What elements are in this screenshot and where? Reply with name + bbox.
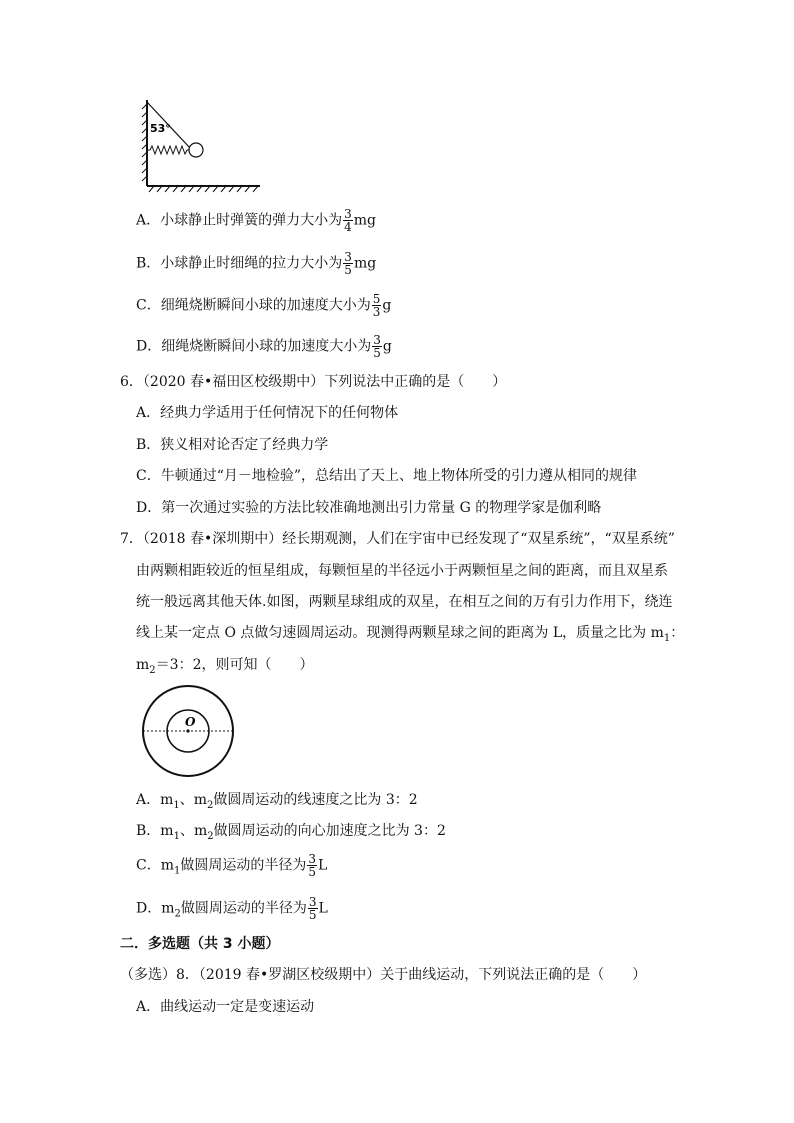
q7-option-b: B．$m_1$、$m_2$做圆周运动的向心加速度之比为 3：2	[136, 823, 446, 842]
angle-label: 53°	[150, 122, 171, 135]
q7-stem-line1: 7．（2018 春•深圳期中）经长期观测，人们在宇宙中已经发现了“双星系统”，“双星系统”	[120, 531, 675, 547]
q7-option-a: A．$m_1$、$m_2$做圆周运动的线速度之比为 3：2	[136, 792, 418, 811]
q7-option-c: C．$m_1$做圆周运动的半径为 $\frac{3}{5}$ L	[136, 852, 328, 879]
q8-stem: （多选）8．（2019 春•罗湖区校级期中）关于曲线运动，下列说法正确的是（ ）	[120, 967, 647, 983]
q5-option-d: D．细绳烧断瞬间小球的加速度大小为 $\frac{3}{5}$ g	[136, 333, 392, 360]
q5-option-a: A．小球静止时弹簧的弹力大小为 $\frac{3}{4}$ mg	[136, 207, 377, 234]
q6-option-c: C．牛顿通过“月－地检验”，总结出了天上、地上物体所受的引力遵从相同的规律	[136, 468, 638, 484]
q7-stem-line2: 由两颗相距较近的恒星组成，每颗恒星的半径远小于两颗恒星之间的距离，而且双星系	[136, 563, 668, 579]
q8-option-a: A．曲线运动一定是变速运动	[136, 999, 315, 1015]
q6-stem: 6．（2020 春•福田区校级期中）下列说法中正确的是（ ）	[120, 374, 507, 390]
q7-stem-line5: $m_2=3$：2，则可知（ ）	[136, 657, 314, 676]
q5-option-b: B．小球静止时细绳的拉力大小为 $\frac{3}{5}$ mg	[136, 250, 377, 277]
q6-option-a: A．经典力学适用于任何情况下的任何物体	[136, 405, 399, 421]
q7-stem-line4: 线上某一定点 O 点做匀速圆周运动。现测得两颗星球之间的距离为 L，质量之比为 $m_1$：	[136, 625, 685, 644]
q7-stem-line3: 统一般远离其他天体.如图，两颗星球组成的双星，在相互之间的万有引力作用下，绕连	[136, 594, 673, 610]
q7-option-d: D．$m_2$做圆周运动的半径为 $\frac{3}{5}$ L	[136, 895, 328, 922]
section-title: 二．多选题（共 3 小题）	[120, 936, 280, 952]
q6-option-d: D．第一次通过实验的方法比较准确地测出引力常量 G 的物理学家是伽利略	[136, 500, 602, 516]
q6-option-b: B．狭义相对论否定了经典力学	[136, 437, 329, 453]
binary-star-figure	[140, 684, 240, 780]
center-label: O	[185, 715, 196, 729]
q5-option-c: C．细绳烧断瞬间小球的加速度大小为 $\frac{5}{3}$ g	[136, 292, 392, 319]
spring-ball-figure	[140, 98, 265, 194]
